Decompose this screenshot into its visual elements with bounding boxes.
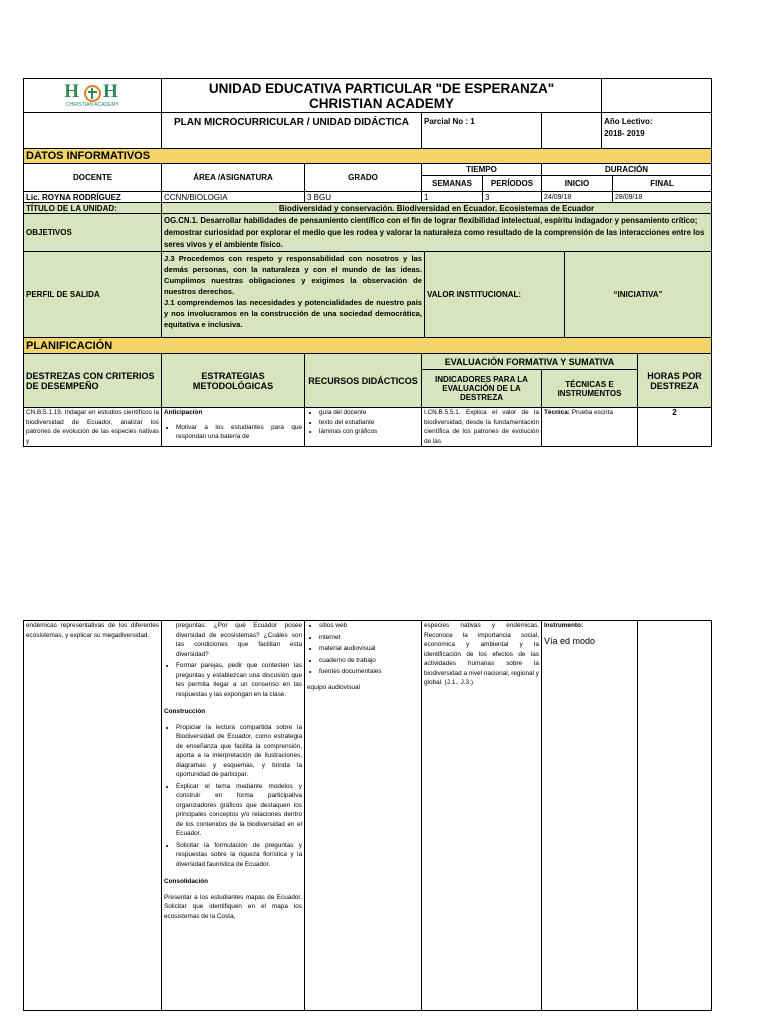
- recurso-item: • texto del estudiante: [319, 418, 419, 428]
- h-recursos: RECURSOS DIDÁCTICOS: [305, 354, 422, 408]
- valor-value: “INICIATIVA”: [565, 252, 712, 338]
- estrategia-cont-list: [164, 621, 302, 699]
- instrumento-label: Instrumento:: [544, 622, 584, 629]
- plan-title: PLAN MICROCURRICULAR / UNIDAD DIDÁCTICA: [162, 113, 422, 149]
- cross-icon: [84, 85, 101, 102]
- final-value: 28/09/18: [613, 192, 712, 203]
- construccion-item: • Propiciar la lectura compartida sobre la Biodiversidad de Ecuador, como estrategia de enseñanza que facilita la comprensión, aporta a la interpretación de ilustraciones, diagramas y esquemas, y brinda la oportunidad de participar.: [176, 723, 302, 780]
- recurso-extra: equipo audiovisual: [307, 683, 360, 691]
- h-evaluacion: EVALUACIÓN FORMATIVA Y SUMATIVA: [422, 354, 638, 370]
- titulo-value: Biodiversidad y conservación. Biodiversidad en Ecuador. Ecosistemas de Ecuador: [162, 203, 712, 214]
- col-tiempo: TIEMPO: [422, 164, 542, 176]
- parcial: Parcial No : 1: [422, 113, 542, 149]
- col-area: ÁREA /ASIGNATURA: [162, 164, 305, 192]
- page-1: [23, 78, 711, 447]
- recursos-cont-cell: [305, 621, 422, 1011]
- estrategia-cell: [162, 408, 305, 447]
- consolidacion-heading: Consolidación: [164, 878, 209, 885]
- inicio-value: 24/09/18: [542, 192, 613, 203]
- col-periodos: PERÍODOS: [483, 176, 542, 192]
- anio-label: Año Lectivo:: [604, 117, 653, 126]
- recurso-item: • fuentes documentales: [319, 667, 419, 677]
- semanas-value: 1: [422, 192, 483, 203]
- tecnica-cell: [542, 408, 638, 447]
- titulo-label: TÍTULO DE LA UNIDAD:: [24, 203, 162, 214]
- consolidacion-text: Presentar a los estudiantes mapas de Ecuador. Solicitar que identifiquen en el mapa los ecosistemas de la Costa,: [164, 893, 302, 920]
- periodos-value: 3: [483, 192, 542, 203]
- planificacion-table: [23, 337, 712, 447]
- tecnica-value: Prueba escrita: [571, 409, 613, 416]
- construccion-item: • Solicitar la formulación de preguntas y respuestas sobre la riqueza florística y la diversidad faunística de Ecuador.: [176, 841, 302, 870]
- construccion-item: • Explicar el tema mediante modelos y construir en forma participativa organizadores gráficos que destaquen los principales conceptos y/o relaciones dentro de los contenidos de la biodiversidad en el Ecuador.: [176, 782, 302, 839]
- col-inicio: INICIO: [542, 176, 613, 192]
- logo-mark: H H: [64, 81, 121, 103]
- instrumento-cell: [542, 621, 638, 1011]
- estrategia-item: preguntas: ¿Por qué Ecuador posee diversidad de ecosistemas? ¿Cuáles son las condiciones que facilitan esta diversidad?: [176, 622, 302, 658]
- horas-cont-cell: [638, 621, 712, 1011]
- recurso-item: • internet: [319, 633, 419, 643]
- logo: [24, 79, 162, 113]
- logo-subtitle: CHRISTIAN ACADEMY: [66, 101, 119, 108]
- objetivos-value: OG.CN.1. Desarrollar habilidades de pensamiento científico con el fin de lograr flexibilidad intelectual, espíritu indagador y pensamiento crítico; demostrar curiosidad por explorar el medio que les rodea y valorar la naturaleza como resultado de la comprensión de las interacciones entre los seres vivos y el ambiente físico.: [162, 214, 712, 252]
- construccion-heading: Construcción: [164, 708, 206, 715]
- school-line-1: UNIDAD EDUCATIVA PARTICULAR "DE ESPERANZA": [208, 80, 555, 96]
- datos-table: [23, 148, 712, 252]
- school-line-2: CHRISTIAN ACADEMY: [309, 95, 455, 111]
- tecnica-label: Técnica:: [544, 409, 570, 416]
- header-table: [23, 78, 712, 149]
- docente-value: Lic. ROYNA RODRÍGUEZ: [24, 192, 162, 203]
- col-semanas: SEMANAS: [422, 176, 483, 192]
- h-destrezas: DESTREZAS CON CRITERIOS DE DESEMPEÑO: [24, 354, 162, 408]
- col-docente: DOCENTE: [24, 164, 162, 192]
- indicador-cont-cell: especies nativas y endémicas. Reconoce la importancia social, económica y ambiental y la identificación de los efectos de las actividades humanas sobre la biodiversidad a nivel nacional, regional y global. (J.1., J.3.): [422, 621, 542, 1011]
- destreza-cell: CN.B.5.1.19. Indagar en estudios científicos la biodiversidad de Ecuador, analizar los patrones de evolución de las especies nativas y: [24, 408, 162, 447]
- page-2: [23, 620, 711, 1011]
- estrategia-item: • Motivar a los estudiantes para que respondan una batería de: [176, 423, 302, 442]
- col-final: FINAL: [613, 176, 712, 192]
- grado-value: 3 BGU: [305, 192, 422, 203]
- anio-lectivo: [602, 113, 712, 149]
- perfil-j1: J.1 comprendemos las necesidades y potencialidades de nuestro país y nos involucramos en la construcción de una sociedad democrática, equitativa e inclusiva.: [164, 298, 422, 329]
- estrategia-item: • Formar parejas, pedir que contesten las preguntas y establezcan una discusión que les permita llegar a un consenso en las respuestas y las expongan en la clase.: [176, 661, 302, 699]
- page2-table: [23, 620, 712, 1011]
- anticipacion-heading: Anticipación: [164, 409, 203, 416]
- col-grado: GRADO: [305, 164, 422, 192]
- indicador-cell: I.CN.B.5.5.1. Explica el valor de la biodiversidad, desde la fundamentación científica de los patrones de evolución de las: [422, 408, 542, 447]
- anio-value: 2018- 2019: [604, 129, 645, 138]
- recurso-item: • cuaderno de trabajo: [319, 656, 419, 666]
- recursos-cell: [305, 408, 422, 447]
- recurso-item: • láminas con gráficos: [319, 427, 419, 437]
- perfil-label: PERFIL DE SALIDA: [24, 252, 162, 338]
- perfil-table: [23, 251, 712, 338]
- construccion-list: [164, 723, 302, 870]
- h-estrategias: ESTRATEGIAS METODOLÓGICAS: [162, 354, 305, 408]
- objetivos-label: OBJETIVOS: [24, 214, 162, 252]
- estrategia-cont-cell: [162, 621, 305, 1011]
- recursos-cont-list: [307, 621, 419, 677]
- valor-label: VALOR INSTITUCIONAL:: [425, 252, 565, 338]
- destreza-cont-cell: endémicas representativas de los diferentes ecosistemas, y explicar su megadiversidad.: [24, 621, 162, 1011]
- recurso-item: • guía del docente: [319, 408, 419, 418]
- recursos-list: [307, 408, 419, 437]
- estrategia-list: [164, 423, 302, 442]
- h-horas: HORAS POR DESTREZA: [638, 354, 712, 408]
- section-datos: DATOS INFORMATIVOS: [24, 149, 712, 164]
- recurso-item: • material audiovisual: [319, 644, 419, 654]
- perfil-j3: J.3 Procedemos con respeto y responsabilidad con nosotros y las demás personas, con la naturaleza y con el mundo de las ideas. Cumplimos nuestras obligaciones y exigimos la observación de nuestros derechos.: [164, 254, 422, 296]
- recurso-item: • sitios web: [319, 621, 419, 631]
- horas-cell: 2: [638, 408, 712, 447]
- instrumento-value: Vía ed modo: [544, 635, 596, 646]
- section-planificacion: PLANIFICACIÓN: [24, 338, 712, 354]
- h-indicadores: INDICADORES PARA LA EVALUACIÓN DE LA DESTREZA: [422, 370, 542, 408]
- perfil-value: [162, 252, 425, 338]
- col-duracion: DURACIÓN: [542, 164, 712, 176]
- school-name: [162, 79, 602, 113]
- h-tecnicas: TÉCNICAS E INSTRUMENTOS: [542, 370, 638, 408]
- area-value: CCNN/BIOLOGIA: [162, 192, 305, 203]
